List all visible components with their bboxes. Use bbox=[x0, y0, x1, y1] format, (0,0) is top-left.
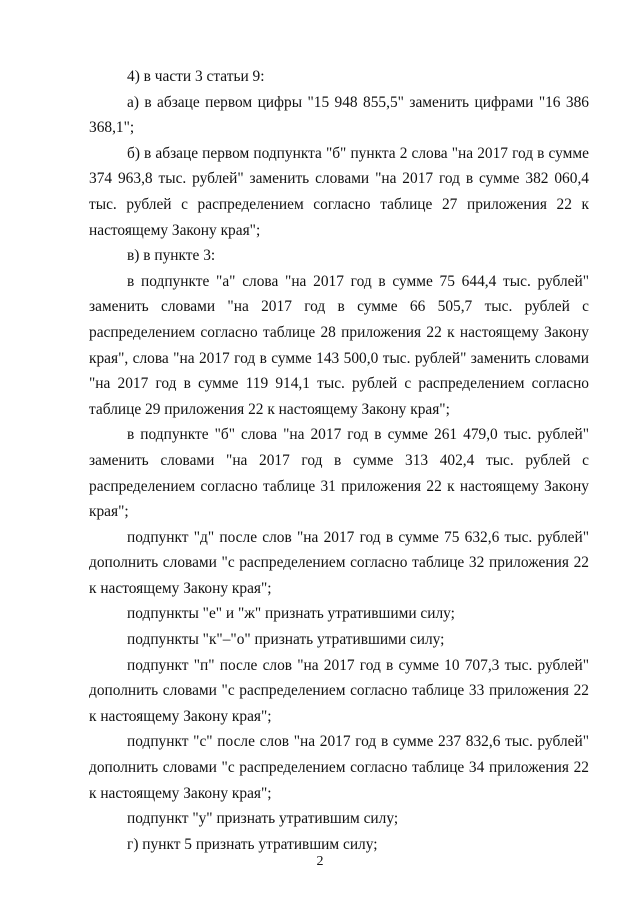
page-number: 2 bbox=[316, 854, 324, 869]
paragraph-item-4a: а) в абзаце первом цифры "15 948 855,5" заменить цифрами "16 386 368,1"; bbox=[89, 93, 589, 137]
paragraph-item-4g: г) пункт 5 признать утратившим силу; bbox=[127, 835, 378, 853]
paragraph-subitem-b: в подпункте "б" слова "на 2017 год в сумме 261 479,0 тыс. рублей" заменить словами "на 2017 год в сумме 313 402,4 тыс. рублей с распределением согласно таблице 31 приложения 22 к настоящему Закону края"; bbox=[89, 426, 589, 521]
document-body bbox=[89, 64, 589, 857]
paragraph-item-4b: б) в абзаце первом подпункта "б" пункта 2 слова "на 2017 год в сумме 374 963,8 тыс. рублей" заменить словами "на 2017 год в сумме 382 060,4 тыс. рублей с распределением согласно таблице 27 приложения 22 к настоящему Закону края"; bbox=[89, 144, 589, 239]
paragraph-subitem-a: в подпункте "а" слова "на 2017 год в сумме 75 644,4 тыс. рублей" заменить словами "на 2017 год в сумме 66 505,7 тыс. рублей с распределением согласно таблице 28 приложения 22 к настоящему Закону края", слова "на 2017 год в сумме 143 500,0 тыс. рублей" заменить словами "на 2017 год в сумме 119 914,1 тыс. рублей с распределением согласно таблице 29 приложения 22 к настоящему Закону края"; bbox=[89, 272, 589, 418]
paragraph-subitem-p: подпункт "п" после слов "на 2017 год в сумме 10 707,3 тыс. рублей" дополнить словами "с распределением согласно таблице 33 приложения 22 к настоящему Закону края"; bbox=[89, 656, 589, 725]
paragraph-item-4v: в) в пункте 3: bbox=[127, 247, 216, 265]
paragraph-subitems-e-zh: подпункты "е" и "ж" признать утратившими силу; bbox=[127, 605, 455, 623]
paragraph-subitem-s: подпункт "с" после слов "на 2017 год в сумме 237 832,6 тыс. рублей" дополнить словами "с распределением согласно таблице 34 приложения 22 к настоящему Закону края"; bbox=[89, 733, 589, 802]
paragraph-item-4: 4) в части 3 статьи 9: bbox=[127, 68, 265, 85]
paragraph-subitem-d: подпункт "д" после слов "на 2017 год в сумме 75 632,6 тыс. рублей" дополнить словами "с распределением согласно таблице 32 приложения 22 к настоящему Закону края"; bbox=[89, 528, 589, 597]
paragraph-subitems-k-o: подпункты "к"–"о" признать утратившими силу; bbox=[127, 631, 445, 649]
paragraph-subitem-u: подпункт "у" признать утратившим силу; bbox=[127, 810, 399, 828]
